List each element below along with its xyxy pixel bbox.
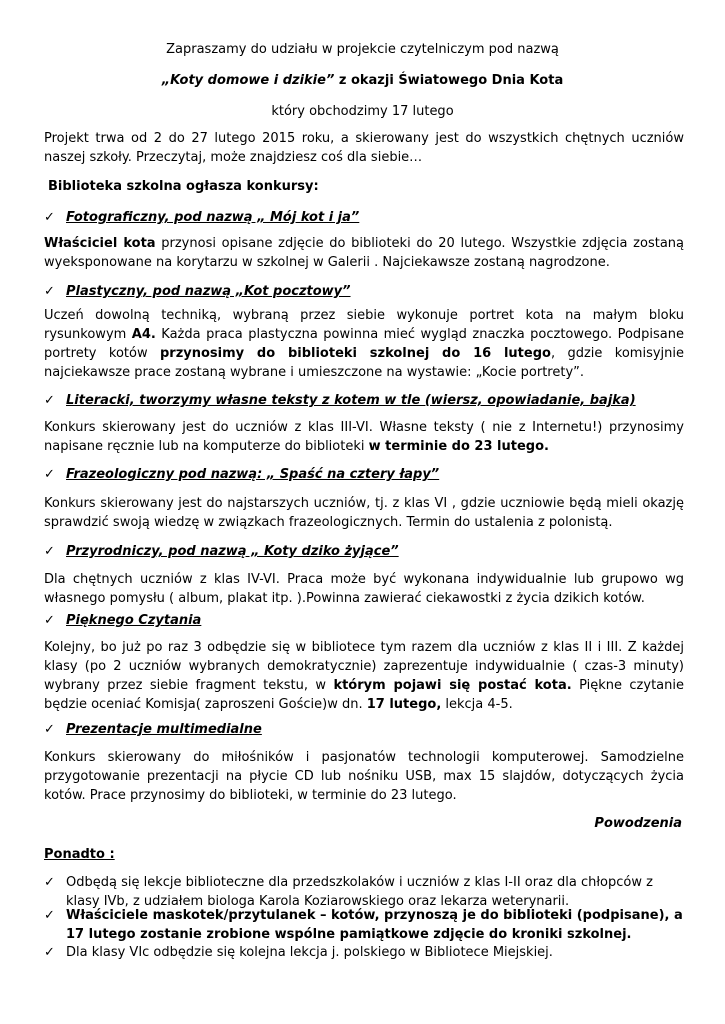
extra-item: Właściciele maskotek/przytulanek – kotów, przynoszą je do biblioteki (podpisane), a 17 lutego zostanie zrobione wspólne pamiątkowe zdjęcie do kroniki szkolnej.: [66, 908, 683, 942]
desc-bold: przynosimy do biblioteki szkolnej do 16 lutego: [159, 346, 551, 361]
contest-title-art: Plastyczny, pod nazwą „Kot pocztowy”: [66, 284, 351, 299]
desc-text: Uczeń dowolną techniką, wybraną przez siebie wykonuje portret kota na małym bloku rysunkowym: [44, 308, 684, 342]
check-icon: ✓: [44, 613, 55, 628]
contest-desc-reading: [44, 638, 684, 714]
desc-bold: Właściciel kota: [44, 236, 156, 251]
contest-desc-phraseology: Konkurs skierowany jest do najstarszych uczniów, tj. z klas VI , gdzie uczniowie będą mieli okazję sprawdzić swoją wiedzę w związkach frazeologicznych. Termin do ustalenia z polonistą.: [44, 496, 684, 530]
check-icon: ✓: [44, 284, 55, 299]
invitation-line: Zapraszamy do udziału w projekcie czytelniczym pod nazwą: [166, 42, 559, 57]
desc-text: Każda praca plastyczna powinna mieć wygląd znaczka pocztowego. Podpisane portrety kotów: [44, 327, 685, 361]
extra-item: Odbędą się lekcje biblioteczne dla przedszkolaków i uczniów z klas I-II oraz dla chłopców z klasy IVb, z udziałem biologa Karola Koziarowskiego oraz lekarza weterynarii.: [66, 875, 653, 909]
date-line: który obchodzimy 17 lutego: [271, 104, 454, 119]
check-icon: ✓: [44, 393, 55, 408]
desc-bold: 17 lutego,: [366, 697, 442, 712]
contest-desc-literary: [44, 418, 684, 456]
desc-text: lekcja 4-5.: [441, 697, 513, 712]
check-icon: ✓: [44, 210, 55, 225]
project-title: [0, 71, 725, 90]
check-icon: ✓: [44, 467, 55, 482]
check-icon: ✓: [44, 908, 55, 923]
check-icon: ✓: [44, 544, 55, 559]
project-title-suffix: z okazji Światowego Dnia Kota: [334, 73, 564, 88]
contest-title-photo: Fotograficzny, pod nazwą „ Mój kot i ja”: [66, 210, 360, 225]
check-icon: ✓: [44, 875, 55, 890]
desc-bold: A4.: [131, 327, 156, 342]
contest-desc-photo: [44, 234, 684, 272]
desc-text: Kolejny, bo już po raz 3 odbędzie się w bibliotece tym razem dla uczniów z klas II i III. Z każdej klasy (po 2 uczniów wybranych demokratycznie) zaprezentuje indywidualnie ( czas-3 minuty) wybrany przez siebie fragment tekstu, w: [44, 640, 684, 693]
project-name: „Koty domowe i dzikie”: [161, 73, 335, 88]
contest-desc-multimedia: Konkurs skierowany do miłośników i pasjonatów technologii komputerowej. Samodzielne przygotowanie prezentacji na płycie CD lub nośniku USB, max 15 slajdów, dotyczących życia kotów. Prace przynosimy do biblioteki, w terminie do 23 lutego.: [44, 750, 684, 803]
contest-title-nature: Przyrodniczy, pod nazwą „ Koty dziko żyjące”: [66, 544, 399, 559]
intro-paragraph: Projekt trwa od 2 do 27 lutego 2015 roku, a skierowany jest do wszystkich chętnych uczniów naszej szkoły. Przeczytaj, może znajdziesz coś dla siebie…: [44, 131, 684, 165]
desc-text: Konkurs skierowany jest do uczniów z klas III-VI. Własne teksty ( nie z Internetu!) przynosimy napisane ręcznie lub na komputerze do biblioteki: [44, 420, 684, 454]
contests-heading: Biblioteka szkolna ogłasza konkursy:: [48, 179, 319, 194]
desc-text: Piękne czytanie będzie oceniać Komisja( zaproszeni Goście)w dn.: [44, 678, 684, 712]
desc-text: , gdzie komisyjnie najciekawsze prace zostaną wybrane i umieszczone na wystawie: „Kocie portrety”.: [44, 346, 685, 380]
check-icon: ✓: [44, 722, 55, 737]
desc-bold: w terminie do 23 lutego.: [368, 439, 549, 454]
contest-title-literary: Literacki, tworzymy własne teksty z kotem w tle (wiersz, opowiadanie, bajka): [66, 393, 636, 408]
contest-title-multimedia: Prezentacje multimedialne: [66, 722, 262, 737]
desc-text: przynosi opisane zdjęcie do biblioteki do 20 lutego. Wszystkie zdjęcia zostaną wyeksponowane na korytarzu w szkolnej w Galerii . Najciekawsze zostaną nagrodzone.: [44, 236, 684, 270]
extras-heading: Ponadto :: [44, 847, 115, 862]
check-icon: ✓: [44, 945, 55, 960]
closing-text: Powodzenia: [594, 816, 682, 831]
extra-item: Dla klasy VIc odbędzie się kolejna lekcja j. polskiego w Bibliotece Miejskiej.: [66, 945, 553, 960]
contest-title-phraseology: Frazeologiczny pod nazwą: „ Spaść na cztery łapy”: [66, 467, 440, 482]
contest-desc-art: [44, 306, 684, 382]
desc-bold: którym pojawi się postać kota.: [333, 678, 572, 693]
contest-desc-nature: Dla chętnych uczniów z klas IV-VI. Praca może być wykonana indywidualnie lub grupowo wg własnego pomysłu ( album, plakat itp. ).Powinna zawierać ciekawostki z życia dzikich kotów.: [44, 572, 684, 606]
contest-title-reading: Pięknego Czytania: [66, 613, 202, 628]
